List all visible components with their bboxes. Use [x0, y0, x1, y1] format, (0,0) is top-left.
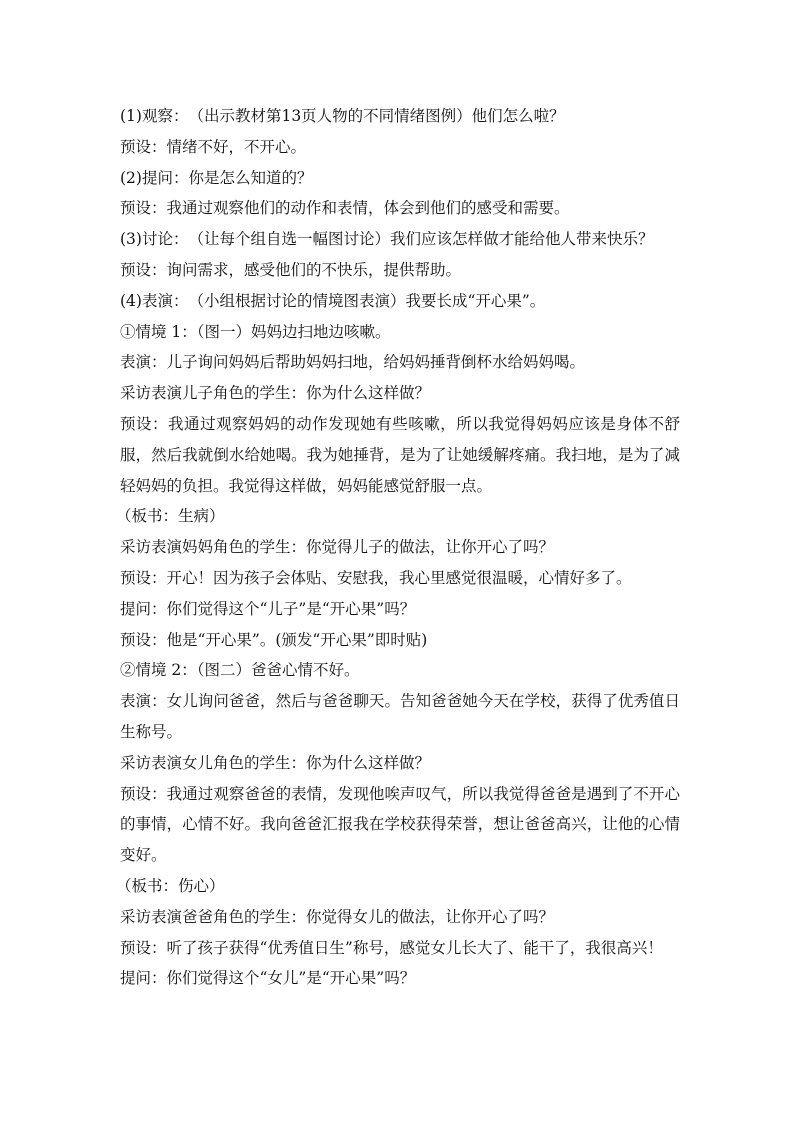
interview-line: 采访表演儿子角色的学生：你为什么这样做？	[120, 384, 431, 403]
performance-line: 表演：儿子询问妈妈后帮助妈妈扫地，给妈妈捶背倒杯水给妈妈喝。	[120, 353, 586, 372]
document-body	[116, 101, 680, 994]
scenario-one-line: ①情境 1：（图一）妈妈边扫地边咳嗽。	[120, 322, 391, 341]
scenario-two-line: ②情境 2：（图二）爸爸心情不好。	[120, 661, 360, 680]
preset-answer-paragraph: 预设：我通过观察妈妈的动作发现她有些咳嗽，所以我觉得妈妈应该是身体不舒服，然后我就倒水给她喝。我为她捶背，是为了让她缓解疼痛。我扫地，是为了减轻妈妈的负担。我觉得这样做，妈妈能感觉舒服一点。	[120, 414, 680, 495]
performance-paragraph: 表演：女儿询问爸爸，然后与爸爸聊天。告知爸爸她今天在学校，获得了优秀值日生称号。	[120, 692, 680, 741]
interview-line: 采访表演爸爸角色的学生：你觉得女儿的做法，让你开心了吗？	[120, 907, 555, 926]
preset-answer-line: 预设：我通过观察他们的动作和表情，体会到他们的感受和需要。	[120, 199, 570, 218]
observe-step-line: (1)观察： （出示教材第13页人物的不同情绪图例）他们怎么啦？	[120, 107, 565, 125]
performance-step-line: (4)表演： （小组根据讨论的情境图表演）我要长成“开心果”。	[120, 291, 546, 310]
board-note-line: （板书：伤心）	[116, 876, 225, 895]
preset-answer-paragraph: 预设：我通过观察爸爸的表情，发现他唉声叹气，所以我觉得爸爸是遇到了不开心的事情，心情不好。我向爸爸汇报我在学校获得荣誉，想让爸爸高兴，让他的心情变好。	[120, 784, 680, 865]
preset-answer-line: 预设：开心！因为孩子会体贴、安慰我，我心里感觉很温暖，心情好多了。	[120, 568, 632, 587]
question-step-line: (2)提问：你是怎么知道的？	[120, 168, 313, 187]
preset-answer-line: 预设：听了孩子获得“优秀值日生”称号，感觉女儿长大了、能干了，我很高兴！	[120, 938, 663, 957]
question-line: 提问：你们觉得这个“女儿”是“开心果”吗？	[120, 969, 416, 988]
interview-line: 采访表演女儿角色的学生：你为什么这样做？	[120, 753, 431, 772]
preset-answer-line: 预设：情绪不好，不开心。	[120, 137, 307, 156]
interview-line: 采访表演妈妈角色的学生：你觉得儿子的做法，让你开心了吗？	[120, 538, 555, 557]
preset-answer-line: 预设：他是“开心果”。(颁发“开心果”即时贴)	[120, 630, 428, 649]
question-line: 提问：你们觉得这个“儿子”是“开心果”吗？	[120, 599, 416, 618]
discussion-step-line: (3)讨论： （让每个组自选一幅图讨论）我们应该怎样做才能给他人带来快乐？	[120, 230, 654, 249]
board-note-line: （板书：生病）	[116, 507, 225, 526]
preset-answer-line: 预设：询问需求，感受他们的不快乐，提供帮助。	[120, 260, 462, 279]
